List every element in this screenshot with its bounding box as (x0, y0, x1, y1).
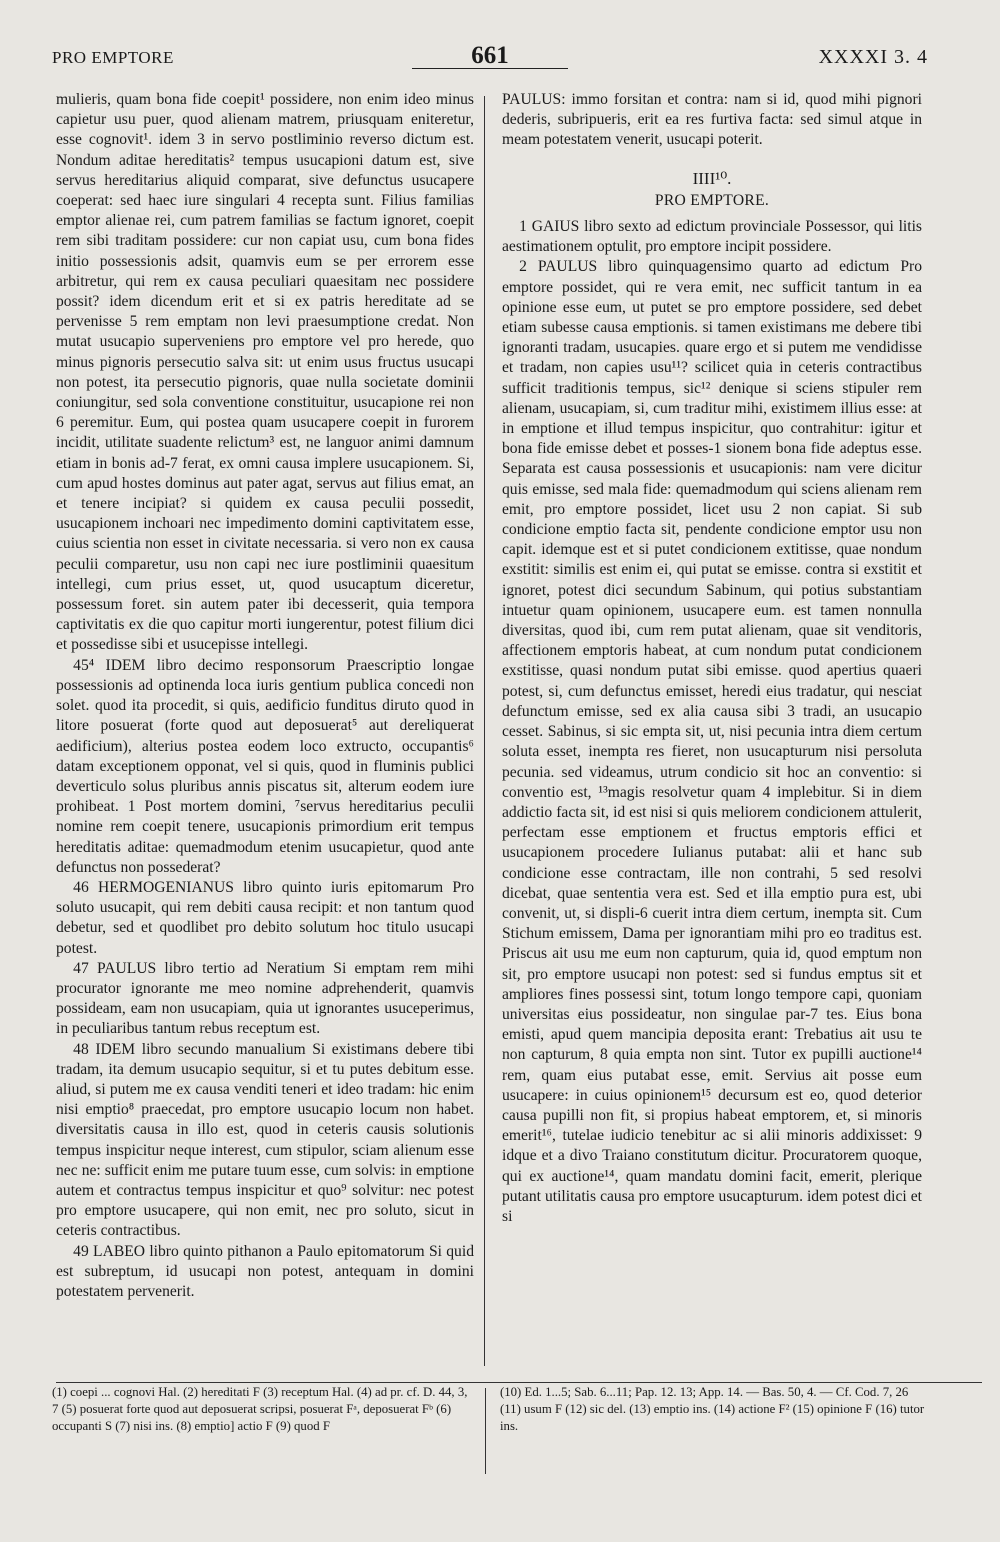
paragraph-1: 1 GAIUS libro sexto ad edictum provinciale Possessor, qui litis aestimationem optulit, pro emptore incipit possidere. (502, 218, 922, 256)
page-number: 661 (471, 42, 509, 69)
footnotes-right (500, 1384, 930, 1484)
footnotes-left (52, 1384, 472, 1484)
left-column (56, 90, 474, 1372)
footnote-block-right: (10) Ed. 1...5; Sab. 6...11; Pap. 12. 13; App. 14. — Bas. 50, 4. — Cf. Cod. 7, 26 (11) usum F (12) sic del. (13) emptio ins. (14) actione F² (15) opinione F (16) tutor ins. (500, 1385, 925, 1433)
section-number: IIII¹⁰. (692, 168, 732, 188)
footnote-divider (485, 1388, 486, 1474)
header-rule (412, 68, 568, 69)
paragraph-47: 47 PAULUS libro tertio ad Neratium Si emptam rem mihi procurator ignorante me meo nomine adprehenderit, quamvis possideam, eam non usucapiam, quia ut ignorantes usuceperimus, in peculiaribus tantum rebus receptum est. (56, 959, 474, 1038)
paulus-note: PAULUS: immo forsitan et contra: nam si id, quod mihi pignori dederis, subripueris, erit ea res furtiva facta: sed simul atque in meam potestatem venerit, usucapi poterit. (502, 91, 922, 149)
paragraph-2: 2 PAULUS libro quinquagensimo quarto ad edictum Pro emptore possidet, qui re vera emit, nec sufficit tantum in ea opinione esse eum, ut putet se pro emptore possidere, sed debet etiam subesse causa emptionis. si tamen existimans me debere tibi ignoranti tradam, usucapies. quare ergo et si putem me vendidisse et tradam, non capies usu¹¹? scilicet quia in ceteris contractibus sufficit traditionis tempus, sic¹² denique si sciens stipuler rem alienam, usucapiam, si, cum traditur mihi, existimem illius esse: at in emptione et illud tempus inspicitur, quo contrahitur: igitur et bona fide emisse debet et posses-1 sionem bona fide adeptus esse. Separata est causa possessionis et usucapionis: nam vere dicitur quis emisse, sed mala fide: quemadmodum qui sciens alienam rem emit, pro emptore possidet, licet usu 2 non capiat. Si sub condicione emptio facta sit, pendente condicione emptor usu non capit. idemque est et si putet condicionem extitisse, quae nondum exstitit: similis est enim ei, qui putat se emisse. contra si exstitit et ignoret, potest dici secundum Sabinum, qui potius substantiam intuetur quam opinionem, usucapere eum. est tamen nonnulla diversitas, quod ibi, cum rem putat alienam, quae sit venditoris, affectionem emptoris habeat, at cum nondum putat condicionem exstitisse, quasi nondum putat sibi emisse. quod apertius quaeri potest, si, cum defunctus emisset, heredi eius tradatur, qui nesciat defunctum emisse, sed ex alia causa sibi 3 tradi, an usucapio cesset. Sabinus, si sic empta sit, ut, nisi pecunia intra diem certum soluta esset, inempta res fieret, non usucapturum nisi persoluta pecunia. sed videamus, utrum condicio sit hoc an conventio: si conventio est, ¹³magis resolvetur quam 4 implebitur. Si in diem addictio facta sit, id est nisi si quis meliorem condicionem attulerit, perfectam esse emptionem et fructus emptoris effici et usucapionem procedere Iulianus putabat: alii et hanc sub condicione esse contractam, ille non contrahi, 5 sed resolvi dicebat, quae sententia vera est. Sed et illa emptio pura est, ubi convenit, ut, si displi-6 cuerit intra diem certum, inempta sit. Cum Stichum emissem, Dama per ignorantiam mihi pro eo traditus est. Priscus ait usu me eum non capturum, quia id, quod emptum non sit, pro emptore usucapi non potest: sed si fundus emptus sit et ampliores fines possessi sint, totum longo tempore capi, quoniam universitas eius possideatur, non singulae par-7 tes. Eius bona emisti, apud quem mancipia deposita erant: Trebatius ait usu te non capturum, 8 quia empta non sint. Tutor ex pupilli auctione¹⁴ rem, quam eius putabat esse, emit. Servius ait posse eum usucapere: in cuius opinionem¹⁵ decursum est eo, quod deterior causa pupilli non fit, si propius habeat emptorem, et, si minoris emerit¹⁶, tutelae iudicio tenebitur ac si alii minoris addixisset: 9 idque et a divo Traiano constitutum dicitur. Procuratorem quoque, qui ex auctione¹⁴, quam mandatu domini facit, emerit, plerique putant utilitatis causa pro emptore usucapturum. idem potest dici et si (502, 258, 922, 1225)
paragraph-46: 46 HERMOGENIANUS libro quinto iuris epitomarum Pro soluto usucapit, qui rem debiti causa recipit: et non tantum quod debetur, sed et quodlibet pro debito solutum hoc titulo usucapi potest. (56, 878, 474, 957)
section-title: PRO EMPTORE. (654, 191, 770, 209)
column-divider (484, 96, 485, 1366)
running-header (52, 40, 928, 80)
paragraph-48: 48 IDEM libro secundo manualium Si existimans debere tibi tradam, ita demum usucapio sequitur, si et tu putes debitum esse. aliud, si putem me ex causa venditi teneri et ideo tradam: hic enim nisi emptio⁸ praecedat, pro emptore usucapio locum non habet. diversitatis causa in illo est, quod in ceteris causis solutionis tempus inspicitur neque interest, cum stipulor, sciam alienum esse nec ne: sufficit enim me putare tuum esse, cum solvis: in emptione autem et contractus tempus inspicitur et quo⁹ solvitur: nec potest pro emptore usucapere, qui non emit, nec pro soluto, sicut in ceteris contractibus. (56, 1040, 474, 1240)
footnote-block-left: (1) coepi ... cognovi Hal. (2) hereditati F (3) receptum Hal. (4) ad pr. cf. D. 44, 3, 7 (5) posuerat forte quod aut deposuerat scripsi, posuerat Fᵃ, deposuerat Fᵇ (6) occupanti S (7) nisi ins. (8) emptio] actio F (9) quod F (52, 1385, 468, 1433)
right-column (502, 90, 922, 1372)
paragraph-49: 49 LABEO libro quinto pithanon a Paulo epitomatorum Si quid est subreptum, id usucapi non potest, antequam in domini potestatem pervenerit. (56, 1242, 474, 1300)
paragraph-44-continued: mulieris, quam bona fide coepit¹ possidere, non enim ideo minus capietur usu puer, quod alienam matrem, priusquam eniteretur, esse cognovit¹. idem 3 in servo postliminio reverso dictum est. Nondum aditae hereditatis² tempus usucapioni datum est, sive servus hereditarius aliquid comparat, sive defunctus usucapere coeperat: sed haec iure singulari 4 recepta sunt. Filius familias emptor alienae rei, cum patrem familias se factum ignoret, coepit rem sibi traditam possidere: cur non capiat usu, cum bona fides initio possessionis adsit, quamvis eum se per errorem esse arbitretur, qui rem ex causa peculiari quaesitam nec possidere possit? idem dicendum erit et si ex patris hereditate ad se pervenisse 5 rem emptam non levi praesumptione credat. Non mutat usucapio superveniens pro emptore vel pro herede, quo minus pignoris persecutio salva sit: ut enim usus fructus usucapi non potest, ita persecutio pignoris, quae nulla societate dominii coniungitur, sed sola conventione constituitur, usucapione rei non 6 peremitur. Eum, qui postea quam usucapere coepit in furorem incidit, utilitate suadente relictum³ est, ne languor animi damnum etiam in bonis ad-7 ferat, ex omni causa implere usucapionem. Si, cum apud hostes dominus aut pater agat, servus aut filius emat, an et tenere incipiat? si quidem ex causa peculii possedit, usucapionem inchoari nec impedimento domini captivitatem esse, cuius scientia non esset in civitate necessaria. si vero non ex causa peculii comparetur, usu non capi nec iure postliminii quaesitum intellegi, cum prius esset, ut, quod usucaptum diceretur, possessum foret. sin autem pater ibi decesserit, quia tempora captivitatis ex die quo capitur morti iungerentur, potest filium dici et possedisse sibi et usucepisse intellegi. (56, 91, 474, 654)
header-reference: XXXXI 3. 4 (818, 46, 928, 68)
header-title: PRO EMPTORE (52, 48, 174, 67)
footnote-rule (56, 1382, 982, 1383)
paragraph-45: 45⁴ IDEM libro decimo responsorum Praescriptio longae possessionis ad optinenda loca iuris gentium publica concedi non solet. quod ita procedit, si quis, aedificio funditus diruto quod in litore posuerat (forte quod aut deposuerat⁵ aut dereliquerat aedificium), alterius postea eodem loco extructo, occupantis⁶ datam exceptionem opponat, vel si quis, quod in fluminis publici deverticulo solus pluribus annis piscatus sit, alterum eodem iure prohibeat. 1 Post mortem domini, ⁷servus hereditarius peculii nomine rem coepit tenere, usucapionis primordium erit tempus hereditatis aditae: quemadmodum etenim usucapietur, quod ante defunctus non possederat? (56, 656, 474, 876)
